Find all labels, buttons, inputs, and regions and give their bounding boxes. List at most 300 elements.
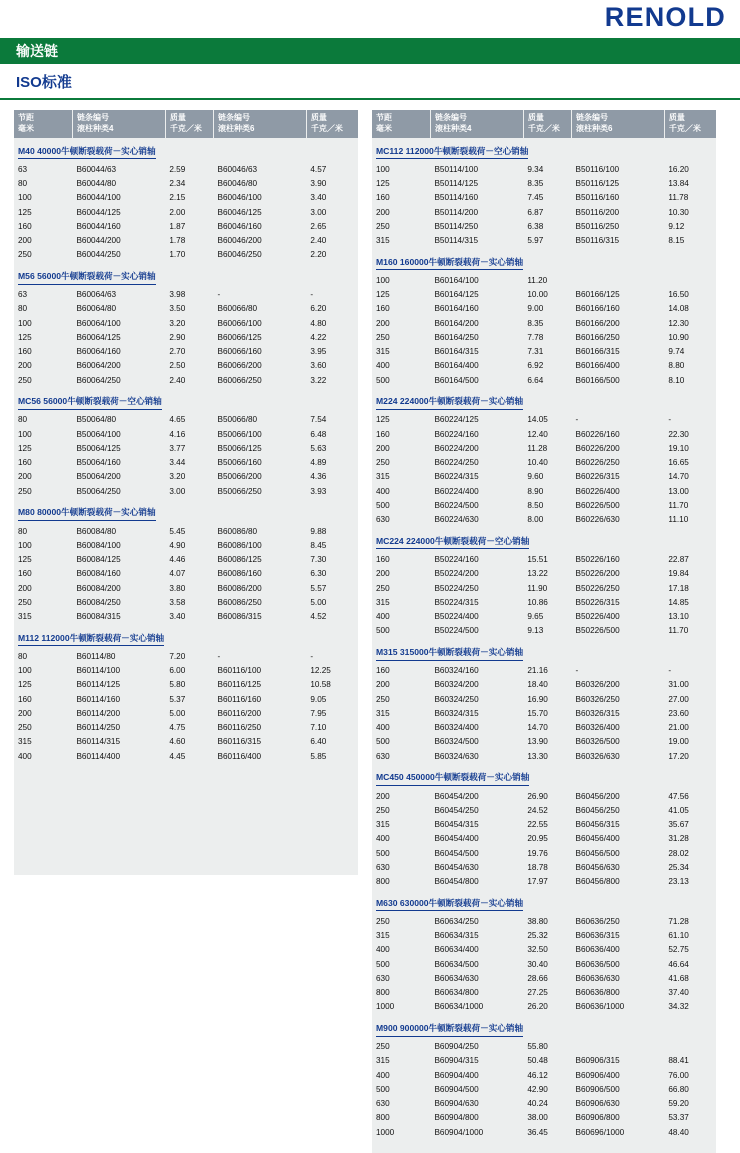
cell-mass4: 2.50 bbox=[169, 361, 186, 371]
cell-mass4: 24.52 bbox=[527, 805, 548, 815]
cell-mass6: 3.95 bbox=[310, 347, 327, 357]
cell-pitch: 250 bbox=[376, 332, 390, 342]
cell-chainno6: B60326/250 bbox=[575, 694, 620, 704]
table-row bbox=[372, 552, 716, 566]
cell-mass6: 3.90 bbox=[310, 179, 327, 189]
cell-chainno6: B60116/250 bbox=[217, 723, 262, 733]
cell-mass4: 3.58 bbox=[169, 597, 186, 607]
cell-chainno4: B60454/500 bbox=[434, 848, 479, 858]
cell-chainno6: B60116/400 bbox=[217, 751, 262, 761]
cell-chainno4: B60114/200 bbox=[76, 708, 121, 718]
col-header-mass4-l2: 千克／米 bbox=[169, 123, 202, 133]
table-row bbox=[372, 609, 716, 623]
cell-mass6: 12.30 bbox=[668, 318, 689, 328]
cell-chainno6: B60066/125 bbox=[217, 332, 262, 342]
table-row bbox=[372, 513, 716, 527]
cell-mass4: 11.28 bbox=[527, 443, 548, 453]
cell-mass6: 66.80 bbox=[668, 1084, 689, 1094]
cell-mass6: 16.20 bbox=[668, 164, 689, 174]
cell-mass6: 3.60 bbox=[310, 361, 327, 371]
table-row bbox=[14, 552, 358, 566]
table-row bbox=[14, 609, 358, 623]
col-header-mass6-l1: 质量 bbox=[310, 113, 327, 122]
cell-mass6: 21.00 bbox=[668, 723, 689, 733]
cell-chainno4: B60634/250 bbox=[434, 916, 479, 926]
col-header-chainno4-l2: 滚柱种类4 bbox=[434, 123, 472, 133]
cell-chainno6: B50226/250 bbox=[575, 583, 620, 593]
cell-mass6: 2.65 bbox=[310, 221, 327, 231]
cell-mass4: 21.16 bbox=[527, 666, 548, 676]
cell-mass6: 5.00 bbox=[310, 597, 327, 607]
cell-mass4: 13.22 bbox=[527, 569, 548, 579]
cell-mass4: 3.77 bbox=[169, 443, 186, 453]
cell-mass6: 6.48 bbox=[310, 429, 327, 439]
cell-chainno4: B60904/630 bbox=[434, 1099, 479, 1109]
cell-chainno4: B60064/200 bbox=[76, 361, 121, 371]
cell-chainno4: B60114/400 bbox=[76, 751, 121, 761]
cell-chainno6: B60116/315 bbox=[217, 737, 262, 747]
cell-chainno6: B60046/100 bbox=[217, 193, 262, 203]
cell-chainno6: B50226/160 bbox=[575, 555, 620, 565]
col-header-chainno6-l2: 滚柱种类6 bbox=[576, 123, 613, 133]
cell-chainno6: B50066/250 bbox=[217, 486, 262, 496]
cell-chainno4: B50224/500 bbox=[434, 626, 479, 636]
cell-chainno6: B60226/160 bbox=[575, 429, 620, 439]
table-row bbox=[14, 191, 358, 205]
cell-pitch: 400 bbox=[376, 486, 390, 496]
cell-chainno6: B60906/400 bbox=[575, 1070, 620, 1080]
cell-mass6: 13.84 bbox=[668, 179, 689, 189]
cell-pitch: 1000 bbox=[376, 1002, 395, 1012]
table-row bbox=[372, 484, 716, 498]
cell-pitch: 400 bbox=[376, 834, 390, 844]
cell-mass6: 10.58 bbox=[310, 680, 331, 690]
cell-mass4: 50.48 bbox=[527, 1056, 548, 1066]
table-row bbox=[372, 735, 716, 749]
cell-chainno4: B60084/250 bbox=[76, 597, 121, 607]
cell-chainno6: B60636/250 bbox=[575, 916, 620, 926]
cell-mass6: 41.05 bbox=[668, 805, 689, 815]
table-group-title: M112 112000牛顿断裂载荷－实心销轴 bbox=[14, 624, 358, 650]
cell-mass4: 9.13 bbox=[527, 626, 544, 636]
cell-mass6: 3.22 bbox=[310, 375, 327, 385]
cell-chainno4: B50114/250 bbox=[434, 221, 479, 231]
cell-mass4: 16.90 bbox=[527, 694, 548, 704]
cell-chainno4: B50064/200 bbox=[76, 472, 121, 482]
cell-chainno6: B60116/200 bbox=[217, 708, 262, 718]
cell-chainno4: B60904/250 bbox=[434, 1042, 479, 1052]
cell-mass6: 8.10 bbox=[668, 375, 685, 385]
table-row bbox=[14, 413, 358, 427]
cell-pitch: 160 bbox=[376, 304, 390, 314]
cell-chainno4: B60114/250 bbox=[76, 723, 121, 733]
cell-pitch: 400 bbox=[376, 612, 390, 622]
cell-chainno4: B60224/160 bbox=[434, 429, 479, 439]
table-row bbox=[14, 288, 358, 302]
table-group-header bbox=[14, 387, 358, 413]
cell-chainno6: B60326/630 bbox=[575, 751, 620, 761]
cell-pitch: 250 bbox=[376, 458, 390, 468]
cell-chainno4: B50064/80 bbox=[76, 415, 117, 425]
col-header-pitch-l2: 毫米 bbox=[18, 123, 34, 133]
cell-mass6: 4.89 bbox=[310, 458, 327, 468]
cell-mass4: 8.50 bbox=[527, 500, 544, 510]
table-row bbox=[14, 706, 358, 720]
cell-chainno4: B50114/160 bbox=[434, 193, 479, 203]
table-row bbox=[372, 456, 716, 470]
cell-pitch: 200 bbox=[18, 583, 32, 593]
cell-mass4: 38.00 bbox=[527, 1113, 548, 1123]
cell-mass6 bbox=[664, 1040, 716, 1054]
cell-chainno6: B50066/160 bbox=[217, 458, 262, 468]
table-group-title: M40 40000牛顿断裂载荷－实心销轴 bbox=[14, 138, 358, 163]
cell-pitch: 160 bbox=[18, 694, 32, 704]
cell-pitch: 250 bbox=[376, 221, 390, 231]
cell-chainno6: B60456/500 bbox=[575, 848, 620, 858]
table-row bbox=[372, 874, 716, 888]
cell-mass4: 2.70 bbox=[169, 347, 186, 357]
cell-chainno4: B60164/500 bbox=[434, 375, 479, 385]
cell-pitch: 800 bbox=[376, 1113, 390, 1123]
cell-chainno4: B60044/125 bbox=[76, 207, 121, 217]
cell-chainno4: B50224/200 bbox=[434, 569, 479, 579]
cell-mass4: 3.80 bbox=[169, 583, 186, 593]
cell-chainno6: B60066/200 bbox=[217, 361, 262, 371]
table-row bbox=[372, 846, 716, 860]
brand-logo: RENOLD bbox=[604, 2, 726, 32]
cell-pitch: 250 bbox=[376, 805, 390, 815]
cell-chainno6 bbox=[572, 273, 665, 287]
cell-chainno4: B60454/630 bbox=[434, 862, 479, 872]
table-row bbox=[14, 359, 358, 373]
cell-chainno6: B60066/250 bbox=[217, 375, 262, 385]
table-group-header bbox=[372, 527, 716, 553]
cell-mass4: 17.97 bbox=[527, 877, 548, 886]
table-row bbox=[372, 162, 716, 176]
cell-mass4: 6.87 bbox=[527, 207, 544, 217]
cell-pitch: 100 bbox=[376, 164, 390, 174]
cell-mass4: 9.00 bbox=[527, 304, 544, 314]
cell-mass6: 6.40 bbox=[310, 737, 327, 747]
cell-chainno6: B60906/800 bbox=[575, 1113, 620, 1123]
cell-mass6: 11.10 bbox=[668, 515, 689, 525]
table-row bbox=[14, 248, 358, 262]
col-header-mass6-l1: 质量 bbox=[668, 113, 685, 122]
cell-chainno6: B50226/200 bbox=[575, 569, 620, 579]
cell-chainno6: B60226/500 bbox=[575, 500, 620, 510]
cell-pitch: 500 bbox=[376, 500, 390, 510]
cell-mass4: 38.80 bbox=[527, 916, 548, 926]
cell-chainno4: B60114/100 bbox=[76, 666, 121, 676]
left-table-body bbox=[14, 138, 358, 764]
table-group-title: MC224 224000牛顿断裂载荷－空心销轴 bbox=[372, 527, 716, 553]
cell-pitch: 630 bbox=[376, 515, 390, 525]
cell-chainno4: B60114/315 bbox=[76, 737, 121, 747]
sub-header bbox=[0, 64, 740, 100]
cell-chainno6: B60636/630 bbox=[575, 973, 620, 983]
cell-chainno4: B50224/160 bbox=[434, 555, 479, 565]
cell-chainno6: - bbox=[217, 290, 221, 300]
cell-pitch: 250 bbox=[18, 375, 32, 385]
cell-pitch: 80 bbox=[18, 304, 28, 314]
cell-mass6: 46.64 bbox=[668, 959, 689, 969]
cell-mass6: 13.00 bbox=[668, 486, 689, 496]
cell-pitch: 200 bbox=[376, 680, 390, 690]
col-header-mass6 bbox=[306, 110, 358, 138]
table-group-title: M56 56000牛顿断裂载荷－实心销轴 bbox=[14, 262, 358, 288]
cell-chainno6: B60456/800 bbox=[575, 877, 620, 886]
cell-chainno6: B50066/80 bbox=[217, 415, 258, 425]
table-row bbox=[14, 470, 358, 484]
cell-mass6: 14.08 bbox=[668, 304, 689, 314]
cell-mass4: 2.00 bbox=[169, 207, 186, 217]
cell-chainno6: B60046/160 bbox=[217, 221, 262, 231]
cell-chainno4: B60324/400 bbox=[434, 723, 479, 733]
cell-chainno4: B60044/100 bbox=[76, 193, 121, 203]
col-header-chainno6-l1: 链条编号 bbox=[576, 113, 608, 122]
cell-pitch: 1000 bbox=[376, 1127, 395, 1137]
cell-mass6: 14.85 bbox=[668, 597, 689, 607]
cell-mass6: 3.40 bbox=[310, 193, 327, 203]
cell-pitch: 125 bbox=[18, 332, 32, 342]
cell-mass6: 31.00 bbox=[668, 680, 689, 690]
col-header-pitch-l1: 节距 bbox=[376, 113, 392, 122]
cell-mass4: 2.15 bbox=[169, 193, 186, 203]
cell-pitch: 500 bbox=[376, 737, 390, 747]
cell-pitch: 100 bbox=[18, 318, 32, 328]
cell-chainno6: B60116/160 bbox=[217, 694, 262, 704]
cell-mass4: 14.70 bbox=[527, 723, 548, 733]
cell-mass4: 26.90 bbox=[527, 791, 548, 801]
table-row bbox=[372, 957, 716, 971]
cell-mass4: 3.20 bbox=[169, 472, 186, 482]
cell-mass4: 32.50 bbox=[527, 945, 548, 955]
cell-pitch: 160 bbox=[18, 221, 32, 231]
table-row bbox=[372, 1125, 716, 1139]
cell-pitch: 200 bbox=[18, 361, 32, 371]
cell-pitch: 200 bbox=[376, 791, 390, 801]
cell-mass4: 27.25 bbox=[527, 988, 548, 998]
cell-mass4: 30.40 bbox=[527, 959, 548, 969]
cell-mass6: 17.18 bbox=[668, 583, 689, 593]
col-header-mass4 bbox=[165, 110, 213, 138]
cell-chainno6: B60906/315 bbox=[575, 1056, 620, 1066]
cell-mass4: 28.66 bbox=[527, 973, 548, 983]
cell-mass4: 13.90 bbox=[527, 737, 548, 747]
cell-chainno6: B60226/250 bbox=[575, 458, 620, 468]
cell-mass4: 25.32 bbox=[527, 931, 548, 941]
cell-mass4: 1.70 bbox=[169, 250, 186, 260]
cell-chainno4: B60224/500 bbox=[434, 500, 479, 510]
cell-pitch: 160 bbox=[376, 193, 390, 203]
cell-chainno4: B60084/125 bbox=[76, 555, 121, 565]
col-header-pitch-l1: 节距 bbox=[18, 113, 34, 122]
col-header-mass4-l1: 质量 bbox=[527, 113, 544, 122]
cell-mass4: 42.90 bbox=[527, 1084, 548, 1094]
left-table-panel bbox=[14, 110, 358, 875]
cell-mass4: 19.76 bbox=[527, 848, 548, 858]
cell-pitch: 63 bbox=[18, 164, 28, 174]
cell-chainno4: B50064/250 bbox=[76, 486, 121, 496]
cell-pitch: 160 bbox=[18, 347, 32, 357]
page-content bbox=[0, 100, 740, 1153]
cell-mass6: 6.30 bbox=[310, 569, 327, 579]
cell-mass6: - bbox=[310, 290, 314, 300]
cell-chainno6: B60636/500 bbox=[575, 959, 620, 969]
cell-chainno4: B60224/200 bbox=[434, 443, 479, 453]
cell-chainno6: B50226/500 bbox=[575, 626, 620, 636]
cell-mass6: 35.67 bbox=[668, 820, 689, 829]
cell-chainno6: B60046/200 bbox=[217, 236, 262, 246]
section-banner bbox=[0, 38, 740, 64]
cell-mass4: 3.44 bbox=[169, 458, 186, 468]
cell-chainno6: B60046/250 bbox=[217, 250, 262, 260]
cell-mass4: 10.40 bbox=[527, 458, 548, 468]
table-row bbox=[372, 413, 716, 427]
cell-mass6: 6.20 bbox=[310, 304, 327, 314]
cell-pitch: 80 bbox=[18, 415, 28, 425]
cell-mass4: 8.00 bbox=[527, 515, 544, 525]
cell-chainno4: B50114/100 bbox=[434, 164, 479, 174]
cell-mass6: 4.80 bbox=[310, 318, 327, 328]
cell-mass6: 10.90 bbox=[668, 332, 689, 342]
cell-mass6: - bbox=[668, 415, 672, 425]
cell-pitch: 500 bbox=[376, 1084, 390, 1094]
cell-chainno4: B60634/500 bbox=[434, 959, 479, 969]
table-row bbox=[372, 191, 716, 205]
cell-chainno4: B60064/100 bbox=[76, 318, 121, 328]
cell-pitch: 250 bbox=[18, 250, 32, 260]
cell-pitch: 500 bbox=[376, 848, 390, 858]
cell-pitch: 250 bbox=[18, 597, 32, 607]
cell-chainno4: B50114/125 bbox=[434, 179, 479, 189]
cell-chainno4: B60064/160 bbox=[76, 347, 121, 357]
cell-chainno4: B60164/400 bbox=[434, 361, 479, 371]
table-row bbox=[14, 205, 358, 219]
col-header-chainno4-l1: 链条编号 bbox=[76, 113, 109, 122]
cell-mass6: 4.36 bbox=[310, 472, 327, 482]
cell-chainno4: B60634/315 bbox=[434, 931, 479, 941]
table-row bbox=[372, 316, 716, 330]
cell-chainno4: B60084/160 bbox=[76, 569, 121, 579]
cell-pitch: 250 bbox=[18, 486, 32, 496]
col-header-pitch bbox=[14, 110, 72, 138]
cell-chainno6: B60906/500 bbox=[575, 1084, 620, 1094]
cell-pitch: 250 bbox=[376, 583, 390, 593]
cell-mass6: 4.52 bbox=[310, 612, 327, 622]
cell-pitch: 315 bbox=[376, 931, 390, 941]
table-row bbox=[372, 441, 716, 455]
cell-pitch: 500 bbox=[376, 375, 390, 385]
cell-pitch: 200 bbox=[376, 443, 390, 453]
cell-mass4: 8.35 bbox=[527, 318, 544, 328]
col-header-mass6-l2: 千克／米 bbox=[310, 123, 343, 133]
cell-chainno4: B60044/160 bbox=[76, 221, 121, 231]
cell-mass4: 4.45 bbox=[169, 751, 186, 761]
cell-mass4: 4.90 bbox=[169, 540, 186, 550]
cell-pitch: 80 bbox=[18, 651, 28, 661]
table-row bbox=[372, 803, 716, 817]
table-row bbox=[372, 288, 716, 302]
cell-mass6: 16.50 bbox=[668, 290, 689, 300]
table-row bbox=[372, 664, 716, 678]
cell-chainno6: B60906/630 bbox=[575, 1099, 620, 1109]
cell-pitch: 160 bbox=[376, 666, 390, 676]
cell-chainno6: B50226/400 bbox=[575, 612, 620, 622]
cell-pitch: 63 bbox=[18, 290, 28, 300]
cell-chainno4: B60224/125 bbox=[434, 415, 479, 425]
table-row bbox=[14, 664, 358, 678]
table-row bbox=[372, 817, 716, 831]
cell-mass4: 15.70 bbox=[527, 708, 548, 718]
cell-chainno4: B60224/400 bbox=[434, 486, 479, 496]
cell-mass6: 5.85 bbox=[310, 751, 327, 761]
table-row bbox=[372, 1097, 716, 1111]
cell-mass6: 14.70 bbox=[668, 472, 689, 482]
cell-chainno6: B50066/125 bbox=[217, 443, 262, 453]
cell-chainno6: B50116/315 bbox=[575, 236, 620, 246]
cell-chainno6: B60226/200 bbox=[575, 443, 620, 453]
cell-pitch: 800 bbox=[376, 877, 390, 886]
table-group-header bbox=[372, 889, 716, 915]
cell-chainno4: B60904/400 bbox=[434, 1070, 479, 1080]
cell-mass6: 76.00 bbox=[668, 1070, 689, 1080]
cell-mass4: 14.05 bbox=[527, 415, 548, 425]
cell-chainno6: B60456/630 bbox=[575, 862, 620, 872]
table-group-header bbox=[14, 138, 358, 163]
col-header-pitch-l2: 毫米 bbox=[376, 123, 392, 133]
cell-chainno6: B50066/200 bbox=[217, 472, 262, 482]
table-group-header bbox=[372, 763, 716, 789]
cell-pitch: 200 bbox=[376, 207, 390, 217]
cell-chainno4: B60114/80 bbox=[76, 651, 116, 661]
cell-chainno4: B60164/315 bbox=[434, 347, 479, 357]
cell-mass6: 37.40 bbox=[668, 988, 689, 998]
cell-chainno4: B60224/250 bbox=[434, 458, 479, 468]
cell-mass6: 2.20 bbox=[310, 250, 327, 260]
table-row bbox=[14, 567, 358, 581]
cell-mass6: 22.30 bbox=[668, 429, 689, 439]
table-row bbox=[372, 233, 716, 247]
table-row bbox=[372, 567, 716, 581]
cell-chainno6: B60086/80 bbox=[217, 526, 258, 536]
table-row bbox=[372, 789, 716, 803]
cell-pitch: 100 bbox=[18, 540, 32, 550]
col-header-chainno6-l1: 链条编号 bbox=[218, 113, 250, 122]
cell-chainno6: B60066/80 bbox=[217, 304, 258, 314]
cell-chainno6 bbox=[572, 1040, 665, 1054]
table-row bbox=[14, 373, 358, 387]
cell-chainno6: B50226/315 bbox=[575, 597, 620, 607]
table-row bbox=[372, 581, 716, 595]
cell-mass6: 22.87 bbox=[668, 555, 689, 565]
cell-mass4: 5.97 bbox=[527, 236, 544, 246]
table-row bbox=[14, 649, 358, 663]
cell-pitch: 200 bbox=[18, 236, 32, 246]
cell-pitch: 200 bbox=[18, 472, 32, 482]
table-row bbox=[372, 595, 716, 609]
cell-chainno4: B60064/80 bbox=[76, 304, 117, 314]
cell-mass4: 6.64 bbox=[527, 375, 544, 385]
cell-mass4: 46.12 bbox=[527, 1070, 548, 1080]
table-row bbox=[372, 929, 716, 943]
cell-mass6 bbox=[664, 273, 716, 287]
cell-mass6: 41.68 bbox=[668, 973, 689, 983]
table-row bbox=[14, 456, 358, 470]
table-group-title: M630 630000牛顿断裂载荷－实心销轴 bbox=[372, 889, 716, 915]
cell-mass6: 5.63 bbox=[310, 443, 327, 453]
cell-mass6: 3.93 bbox=[310, 486, 327, 496]
